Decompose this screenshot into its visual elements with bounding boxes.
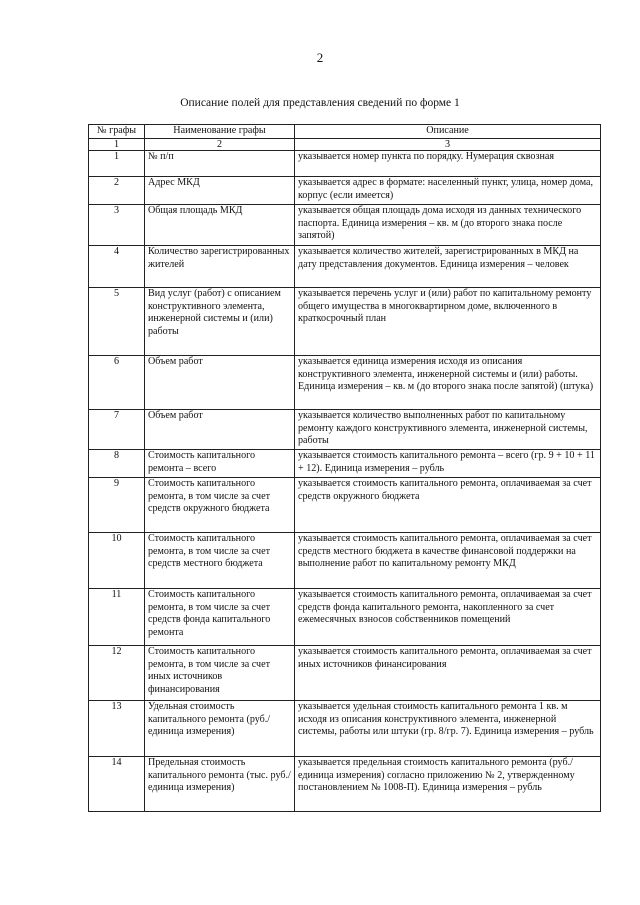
column-number-cell: 3 xyxy=(295,139,601,151)
row-description-cell: указывается количество жителей, зарегистрированных в МКД на дату представления документов. Единица измерения – человек xyxy=(295,246,601,288)
page-number: 2 xyxy=(316,50,324,65)
row-description-cell: указывается количество выполненных работ по капитальному ремонту каждого конструктивного элемента, инженерной системы, работы xyxy=(295,410,601,450)
row-description-cell: указывается стоимость капитального ремонта, оплачиваемая за счет средств местного бюджета в качестве финансовой поддержки на выполнение работ по капитальному ремонту МКД xyxy=(295,533,601,589)
table-row xyxy=(89,177,601,205)
row-name-cell: Общая площадь МКД xyxy=(145,205,295,246)
table-row xyxy=(89,646,601,701)
row-description-cell: указывается номер пункта по порядку. Нумерация сквозная xyxy=(295,151,601,177)
fields-description-table xyxy=(88,124,601,812)
header-description: Описание xyxy=(295,125,601,139)
row-name-cell: Стоимость капитального ремонта – всего xyxy=(145,450,295,478)
row-number-cell: 3 xyxy=(89,205,145,246)
table-row xyxy=(89,151,601,177)
document-title: Описание полей для представления сведений по форме 1 xyxy=(180,97,460,109)
row-number-cell: 14 xyxy=(89,757,145,812)
table-row xyxy=(89,356,601,410)
row-number-cell: 7 xyxy=(89,410,145,450)
header-column-number: № графы xyxy=(89,125,145,139)
row-description-cell: указывается стоимость капитального ремонта – всего (гр. 9 + 10 + 11 + 12). Единица измерения – рубль xyxy=(295,450,601,478)
row-description-cell: указывается единица измерения исходя из описания конструктивного элемента, инженерной системы и (или) работы. Единица измерения – кв. м (до второго знака после запятой) (штука) xyxy=(295,356,601,410)
row-description-cell: указывается перечень услуг и (или) работ по капитальному ремонту общего имущества в многоквартирном доме, включенного в краткосрочный план xyxy=(295,288,601,356)
row-number-cell: 4 xyxy=(89,246,145,288)
column-number-cell: 1 xyxy=(89,139,145,151)
row-number-cell: 11 xyxy=(89,589,145,646)
column-numbering-row xyxy=(89,139,601,151)
row-name-cell: № п/п xyxy=(145,151,295,177)
row-description-cell: указывается предельная стоимость капитального ремонта (руб./единица измерения) согласно приложению № 2, утвержденному постановлением № 1008-П). Единица измерения – рубль xyxy=(295,757,601,812)
table-row xyxy=(89,478,601,533)
row-name-cell: Стоимость капитального ремонта, в том числе за счет средств фонда капитального ремонта xyxy=(145,589,295,646)
row-number-cell: 9 xyxy=(89,478,145,533)
header-column-name: Наименование графы xyxy=(145,125,295,139)
row-name-cell: Стоимость капитального ремонта, в том числе за счет средств местного бюджета xyxy=(145,533,295,589)
row-name-cell: Адрес МКД xyxy=(145,177,295,205)
row-description-cell: указывается стоимость капитального ремонта, оплачиваемая за счет иных источников финансирования xyxy=(295,646,601,701)
row-description-cell: указывается общая площадь дома исходя из данных технического паспорта. Единица измерения – кв. м (до второго знака после запятой) xyxy=(295,205,601,246)
row-number-cell: 5 xyxy=(89,288,145,356)
row-number-cell: 6 xyxy=(89,356,145,410)
row-description-cell: указывается удельная стоимость капитального ремонта 1 кв. м исходя из описания конструктивного элемента, инженерной системы, работы или штуки (гр. 8/гр. 7). Единица измерения – рубль xyxy=(295,701,601,757)
table-row xyxy=(89,757,601,812)
table-row xyxy=(89,288,601,356)
table-row xyxy=(89,410,601,450)
table-row xyxy=(89,533,601,589)
table-row xyxy=(89,246,601,288)
table-row xyxy=(89,450,601,478)
row-name-cell: Стоимость капитального ремонта, в том числе за счет средств окружного бюджета xyxy=(145,478,295,533)
row-name-cell: Вид услуг (работ) с описанием конструктивного элемента, инженерной системы и (или) работы xyxy=(145,288,295,356)
row-number-cell: 1 xyxy=(89,151,145,177)
row-description-cell: указывается стоимость капитального ремонта, оплачиваемая за счет средств фонда капитального ремонта, накопленного за счет ежемесячных взносов собственников помещений xyxy=(295,589,601,646)
table-row xyxy=(89,589,601,646)
table-row xyxy=(89,205,601,246)
row-number-cell: 13 xyxy=(89,701,145,757)
row-name-cell: Количество зарегистрированных жителей xyxy=(145,246,295,288)
row-number-cell: 8 xyxy=(89,450,145,478)
row-number-cell: 10 xyxy=(89,533,145,589)
row-name-cell: Стоимость капитального ремонта, в том числе за счет иных источников финансирования xyxy=(145,646,295,701)
table-header-row xyxy=(89,125,601,139)
row-description-cell: указывается адрес в формате: населенный пункт, улица, номер дома, корпус (если имеется) xyxy=(295,177,601,205)
row-name-cell: Удельная стоимость капитального ремонта (руб./единица измерения) xyxy=(145,701,295,757)
row-name-cell: Объем работ xyxy=(145,410,295,450)
row-number-cell: 2 xyxy=(89,177,145,205)
row-number-cell: 12 xyxy=(89,646,145,701)
row-description-cell: указывается стоимость капитального ремонта, оплачиваемая за счет средств окружного бюджета xyxy=(295,478,601,533)
column-number-cell: 2 xyxy=(145,139,295,151)
table-row xyxy=(89,701,601,757)
row-name-cell: Объем работ xyxy=(145,356,295,410)
row-name-cell: Предельная стоимость капитального ремонта (тыс. руб./единица измерения) xyxy=(145,757,295,812)
